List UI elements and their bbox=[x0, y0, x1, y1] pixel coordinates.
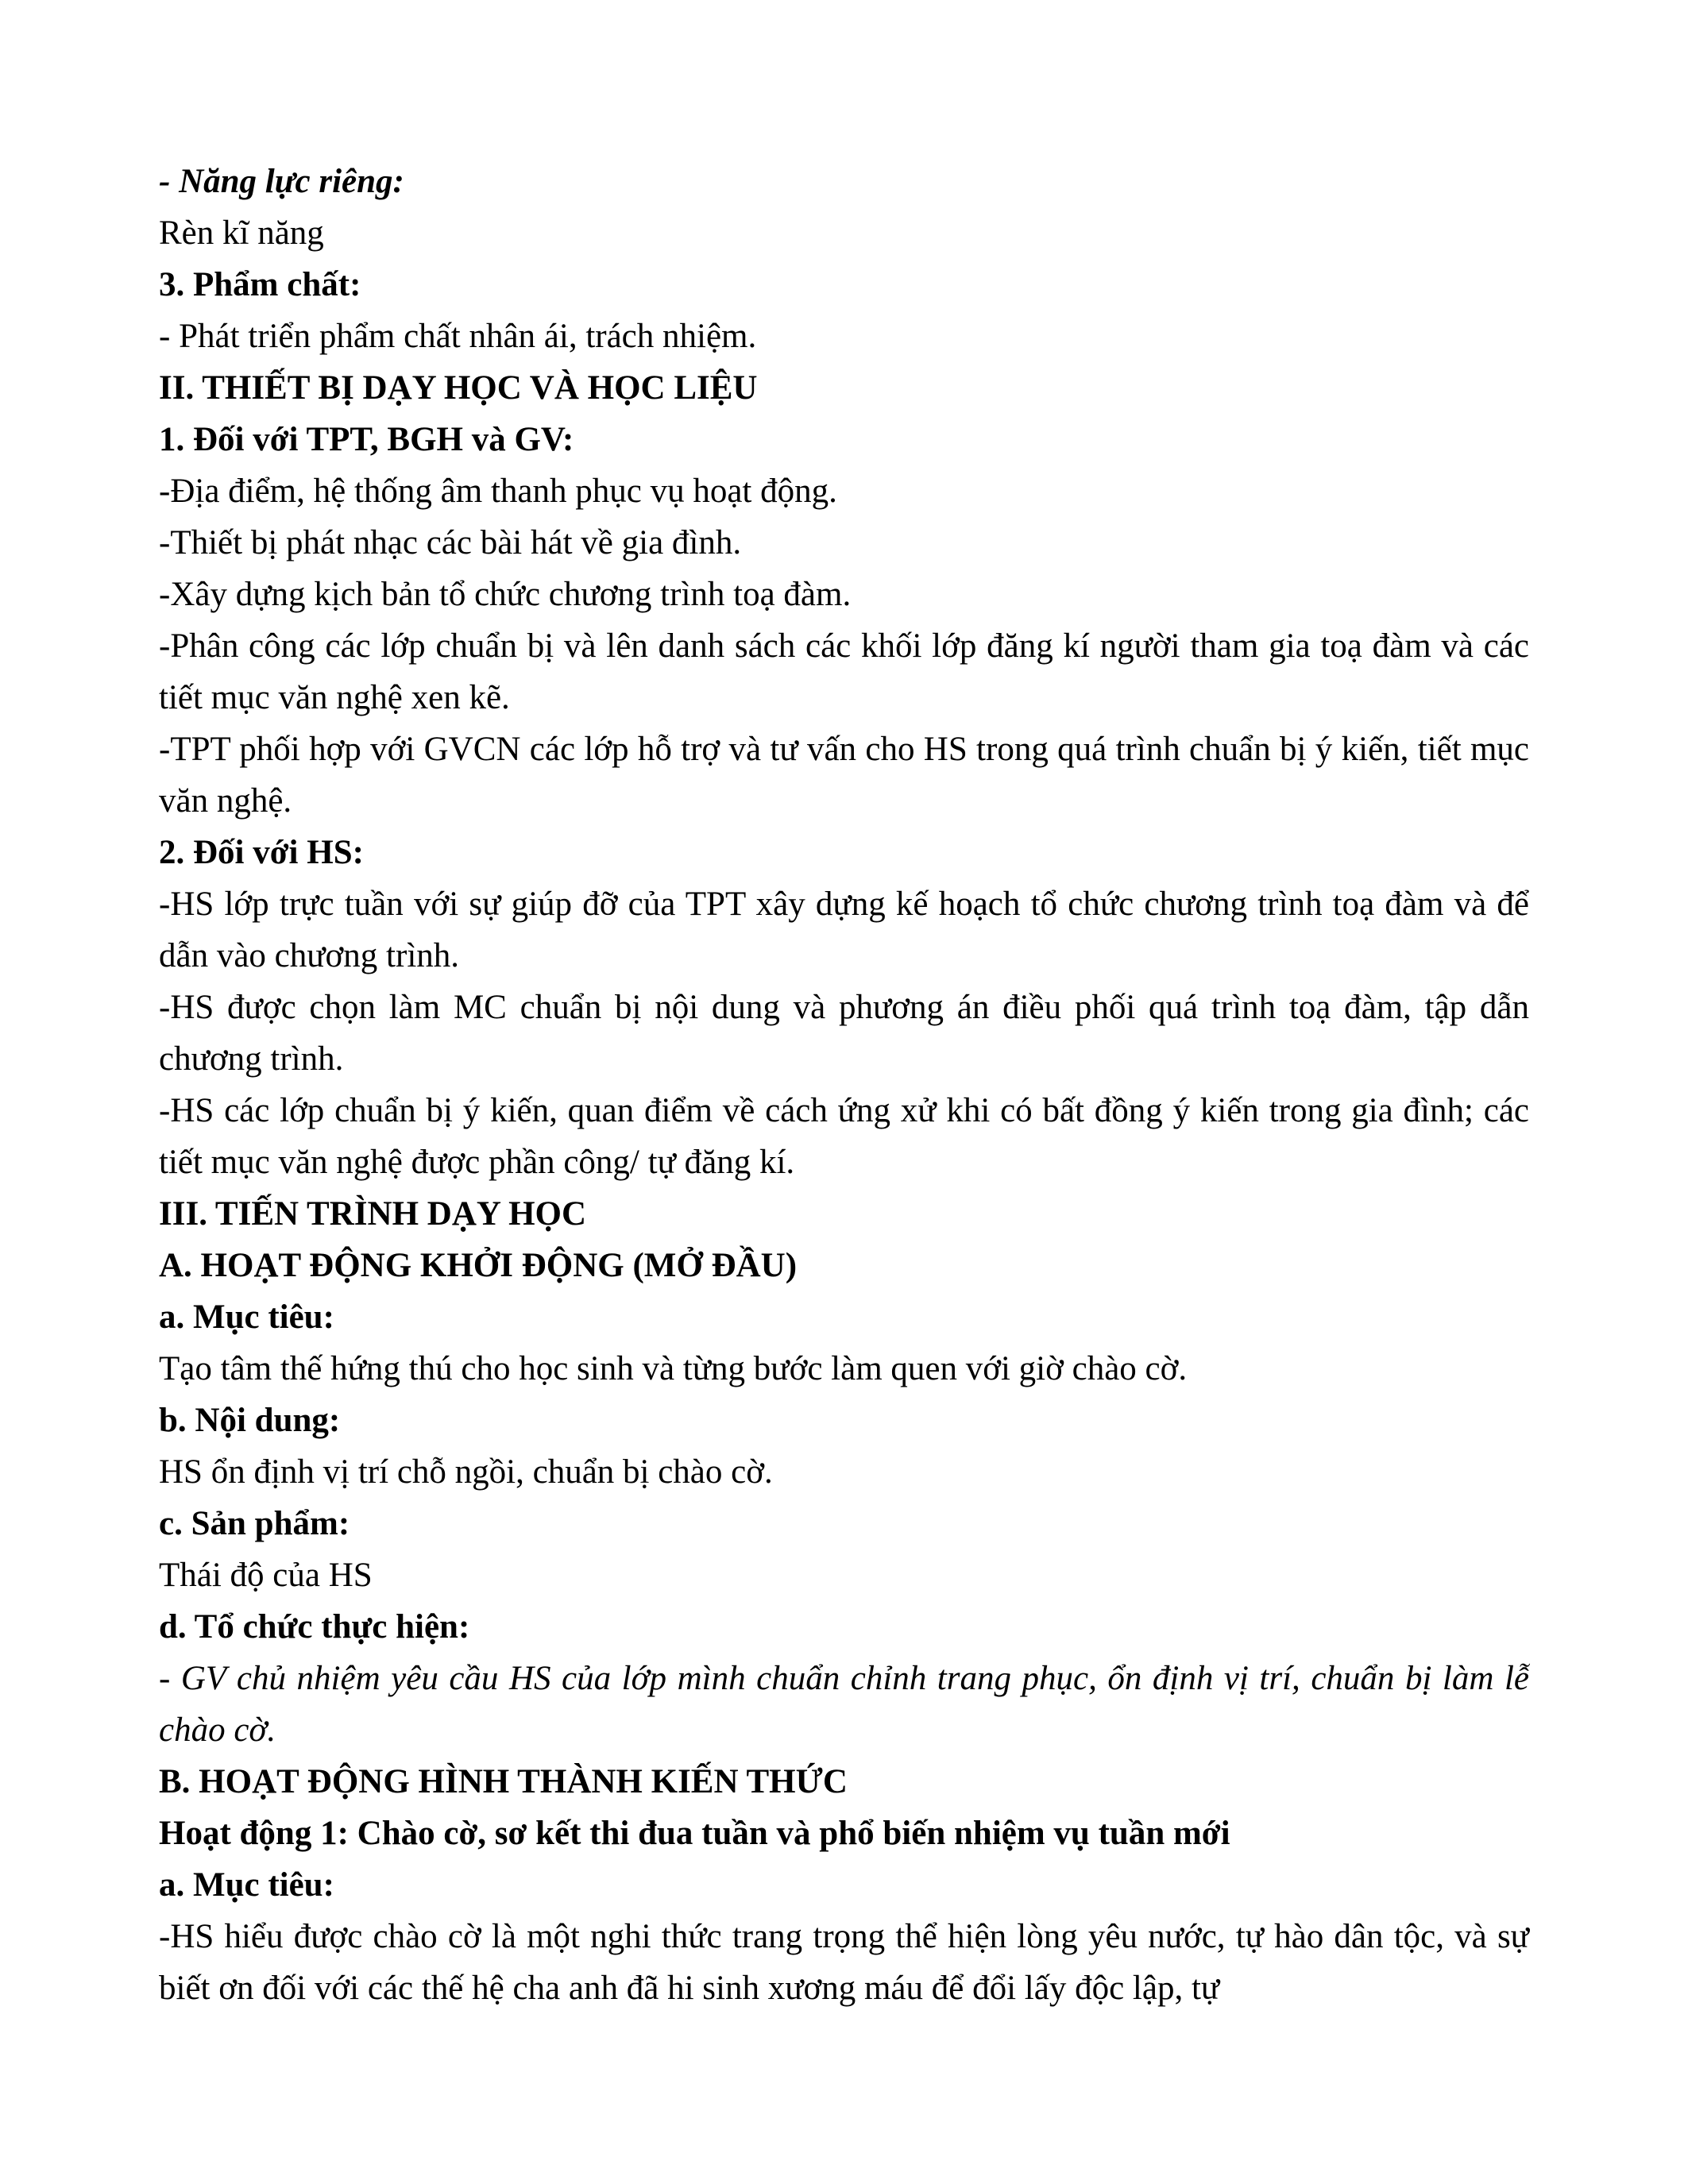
heading-activity-b: B. HOẠT ĐỘNG HÌNH THÀNH KIẾN THỨC bbox=[159, 1763, 848, 1800]
subheading-content: b. Nội dung: bbox=[159, 1402, 341, 1439]
paragraph: Rèn kĩ năng bbox=[159, 214, 324, 252]
list-item: -Phân công các lớp chuẩn bị và lên danh sách các khối lớp đăng kí người tham gia toạ đàm và các tiết mục văn nghệ xen kẽ. bbox=[159, 627, 1529, 716]
list-item: -HS được chọn làm MC chuẩn bị nội dung và phương án điều phối quá trình toạ đàm, tập dẫn chương trình. bbox=[159, 989, 1529, 1078]
paragraph: -HS hiểu được chào cờ là một nghi thức trang trọng thể hiện lòng yêu nước, tự hào dân tộc, và sự biết ơn đối với các thế hệ cha anh đã hi sinh xương máu để đổi lấy độc lập, tự bbox=[159, 1918, 1529, 2007]
heading-qualities: 3. Phẩm chất: bbox=[159, 266, 361, 303]
list-item: -HS lớp trực tuần với sự giúp đỡ của TPT xây dựng kế hoạch tổ chức chương trình toạ đàm và để dẫn vào chương trình. bbox=[159, 886, 1529, 974]
paragraph: - Phát triển phẩm chất nhân ái, trách nhiệm. bbox=[159, 318, 757, 355]
paragraph: - GV chủ nhiệm yêu cầu HS của lớp mình chuẩn chỉnh trang phục, ổn định vị trí, chuẩn bị làm lễ chào cờ. bbox=[159, 1660, 1529, 1749]
list-item: -Xây dựng kịch bản tổ chức chương trình toạ đàm. bbox=[159, 576, 852, 613]
paragraph: Tạo tâm thế hứng thú cho học sinh và từng bước làm quen với giờ chào cờ. bbox=[159, 1350, 1188, 1387]
heading-specific-competence: - Năng lực riêng: bbox=[159, 163, 404, 200]
subheading-objective: a. Mục tiêu: bbox=[159, 1866, 334, 1904]
list-item: -Thiết bị phát nhạc các bài hát về gia đình. bbox=[159, 524, 742, 561]
list-item: -HS các lớp chuẩn bị ý kiến, quan điểm về cách ứng xử khi có bất đồng ý kiến trong gia đình; các tiết mục văn nghệ được phần công/ tự đăng kí. bbox=[159, 1092, 1529, 1181]
section-heading-equipment: II. THIẾT BỊ DẠY HỌC VÀ HỌC LIỆU bbox=[159, 369, 758, 407]
section-heading-teaching-process: III. TIẾN TRÌNH DẠY HỌC bbox=[159, 1195, 587, 1233]
heading-activity-1: Hoạt động 1: Chào cờ, sơ kết thi đua tuần và phổ biến nhiệm vụ tuần mới bbox=[159, 1815, 1230, 1852]
heading-activity-a: A. HOẠT ĐỘNG KHỞI ĐỘNG (MỞ ĐẦU) bbox=[159, 1247, 798, 1284]
document-body bbox=[159, 156, 1529, 2014]
subheading-product: c. Sản phẩm: bbox=[159, 1505, 350, 1542]
paragraph: Thái độ của HS bbox=[159, 1557, 373, 1594]
list-item: -Địa điểm, hệ thống âm thanh phục vụ hoạt động. bbox=[159, 473, 837, 510]
subheading-objective: a. Mục tiêu: bbox=[159, 1298, 334, 1336]
subheading-implementation: d. Tổ chức thực hiện: bbox=[159, 1608, 470, 1646]
heading-for-teachers: 1. Đối với TPT, BGH và GV: bbox=[159, 421, 574, 458]
paragraph: HS ổn định vị trí chỗ ngồi, chuẩn bị chào cờ. bbox=[159, 1453, 773, 1491]
heading-for-students: 2. Đối với HS: bbox=[159, 834, 364, 871]
list-item: -TPT phối hợp với GVCN các lớp hỗ trợ và tư vấn cho HS trong quá trình chuẩn bị ý kiến, tiết mục văn nghệ. bbox=[159, 731, 1529, 820]
